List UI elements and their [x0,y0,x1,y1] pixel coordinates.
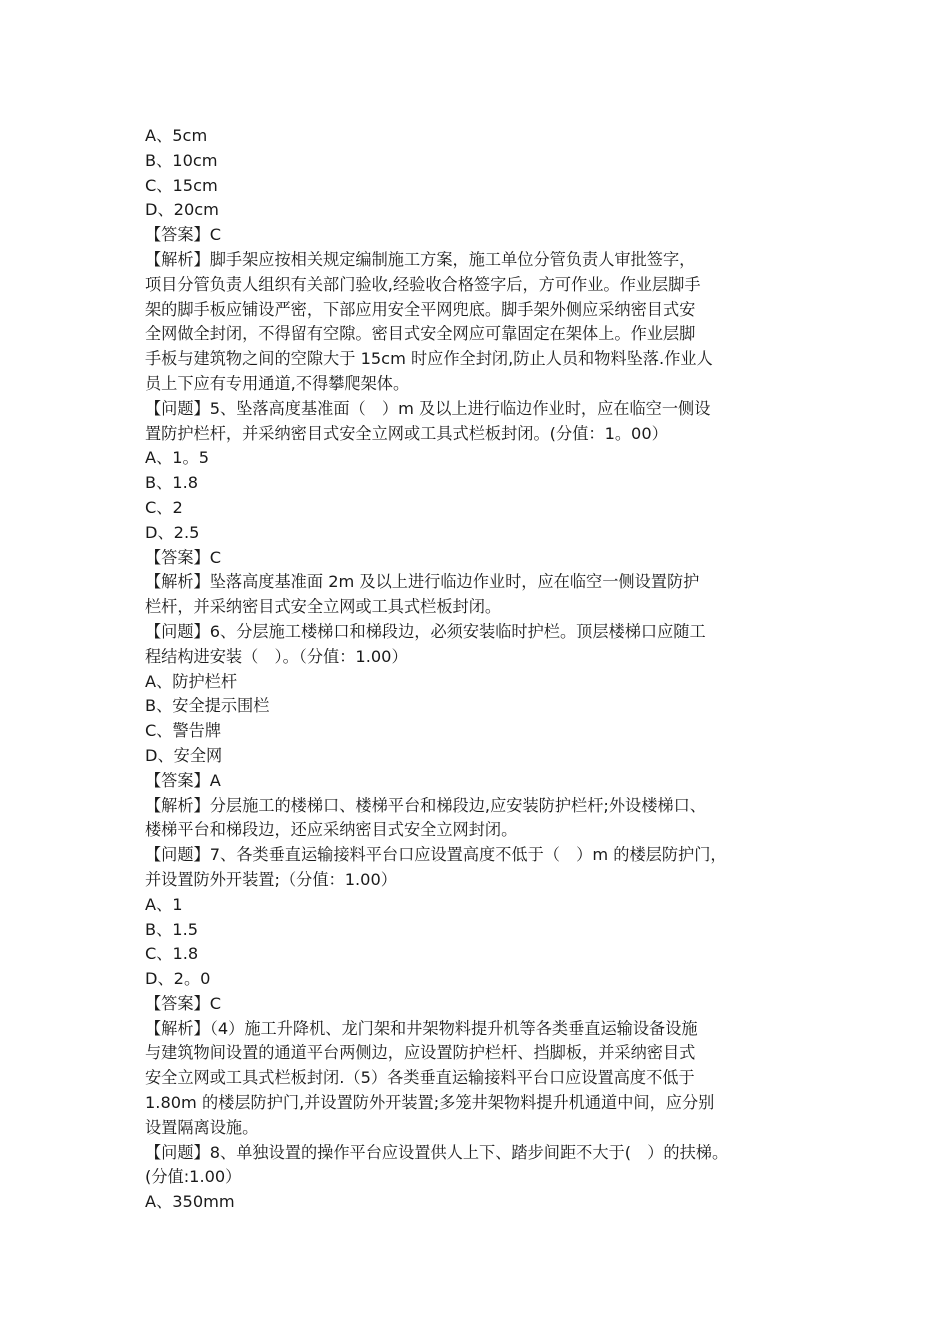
explanation-line: 项目分管负责人组织有关部门验收,经验收合格签字后，方可作业。作业层脚手 [145,274,701,294]
answer-line: 【答案】C [145,225,222,245]
question-line: 【问题】7、各类垂直运输接料平台口应设置高度不低于（ ）m 的楼层防护门， [145,845,727,865]
question-line: 程结构进安装（ ）。（分值：1.00） [145,646,408,666]
explanation-line: 架的脚手板应铺设严密，下部应用安全平网兜底。脚手架外侧应采纳密目式安 [145,299,696,319]
question-line: (分值:1.00） [145,1167,242,1187]
option-c: C、2 [145,497,183,517]
option-c: C、1.8 [145,944,199,964]
answer-line: 【答案】C [145,993,222,1013]
explanation-line: 安全立网或工具式栏板封闭.（5）各类垂直运输接料平台口应设置高度不低于 [145,1068,695,1088]
question-line: 并设置防外开装置;（分值：1.00） [145,869,397,889]
question-line: 置防护栏杆，并采纳密目式安全立网或工具式栏板封闭。(分值：1。00） [145,423,668,443]
document-body [145,124,820,1215]
answer-line: 【答案】C [145,547,222,567]
answer-line: 【答案】A [145,770,221,790]
option-d: D、20cm [145,200,219,220]
explanation-line: 栏杆，并采纳密目式安全立网或工具式栏板封闭。 [145,597,502,617]
option-a: A、1。5 [145,448,210,468]
option-a: A、防护栏杆 [145,671,238,691]
option-b: B、安全提示围栏 [145,696,270,716]
explanation-line: 【解析】脚手架应按相关规定编制施工方案，施工单位分管负责人审批签字， [145,249,696,269]
explanation-line: 全网做全封闭，不得留有空隙。密目式安全网应可靠固定在架体上。作业层脚 [145,324,696,344]
explanation-line: 手板与建筑物之间的空隙大于 15cm 时应作全封闭,防止人员和物料坠落.作业人 [145,349,713,369]
option-c: C、警告牌 [145,721,222,741]
option-b: B、10cm [145,150,218,170]
option-a: A、5cm [145,126,208,145]
question-line: 【问题】8、单独设置的操作平台应设置供人上下、踏步间距不大于( ）的扶梯。 [145,1142,729,1162]
explanation-line: 【解析】（4）施工升降机、龙门架和井架物料提升机等各类垂直运输设备设施 [145,1018,698,1038]
explanation-line: 【解析】分层施工的楼梯口、楼梯平台和梯段边,应安装防护栏杆;外设楼梯口、 [145,795,706,815]
explanation-line: 楼梯平台和梯段边，还应采纳密目式安全立网封闭。 [145,820,518,840]
option-d: D、安全网 [145,745,223,765]
option-d: D、2.5 [145,522,200,542]
question-line: 【问题】5、坠落高度基准面（ ）m 及以上进行临边作业时，应在临空一侧设 [145,398,711,418]
explanation-line: 与建筑物间设置的通道平台两侧边，应设置防护栏杆、挡脚板，并采纳密目式 [145,1043,696,1063]
explanation-line: 1.80m 的楼层防护门,并设置防外开装置;多笼井架物料提升机通道中间，应分别 [145,1093,715,1113]
explanation-line: 员上下应有专用通道,不得攀爬架体。 [145,373,410,393]
question-line: 【问题】6、分层施工楼梯口和梯段边，必须安装临时护栏。顶层楼梯口应随工 [145,621,706,641]
option-b: B、1.5 [145,919,199,939]
option-c: C、15cm [145,175,218,195]
option-a: A、350mm [145,1192,235,1212]
explanation-line: 设置隔离设施。 [145,1117,259,1137]
option-d: D、2。0 [145,969,211,989]
option-a: A、1 [145,894,183,914]
explanation-line: 【解析】坠落高度基准面 2m 及以上进行临边作业时，应在临空一侧设置防护 [145,572,700,592]
option-b: B、1.8 [145,473,199,493]
